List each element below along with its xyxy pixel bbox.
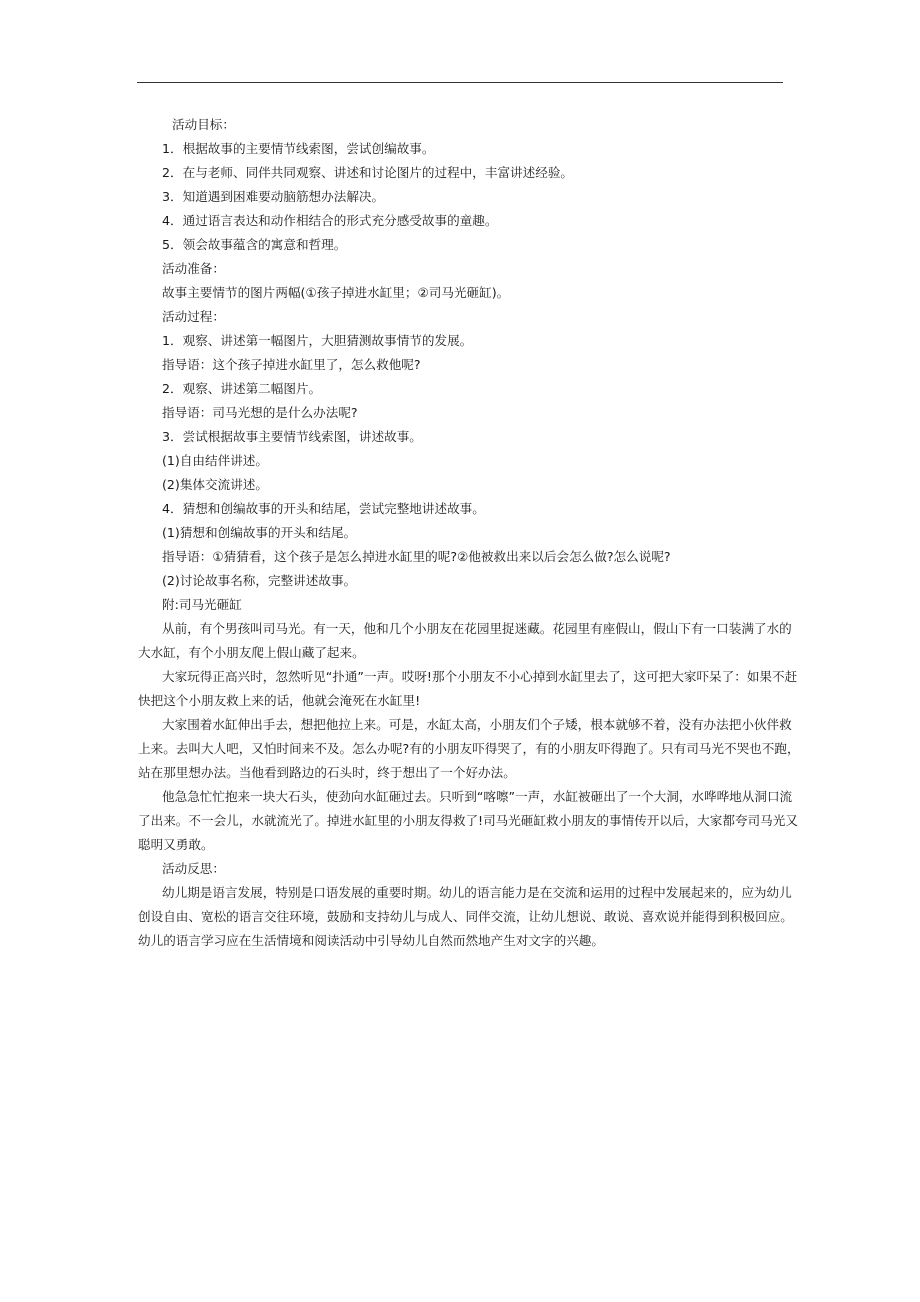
process-item: (2)讨论故事名称，完整讲述故事。 [162, 573, 357, 588]
story-paragraph [138, 617, 792, 665]
story-line: 站在那里想办法。当他看到路边的石头时，终于想出了一个好办法。 [138, 765, 516, 780]
process-item: 3．尝试根据故事主要情节线索图，讲述故事。 [162, 429, 422, 444]
story-line: 他急急忙忙抱来一块大石头，使劲向水缸砸过去。只听到“喀嚓”一声，水缸被砸出了一个大洞，水哗哗地从洞口流 [162, 789, 793, 804]
process-item: 1．观察、讲述第一幅图片，大胆猜测故事情节的发展。 [162, 333, 473, 348]
story-line: 从前，有个男孩叫司马光。有一天，他和几个小朋友在花园里捉迷藏。花园里有座假山，假山下有一口装满了水的 [162, 621, 792, 636]
story-line: 快把这个小朋友救上来的话，他就会淹死在水缸里! [138, 693, 421, 708]
goal-item: 2．在与老师、同伴共同观察、讲述和讨论图片的过程中，丰富讲述经验。 [162, 165, 574, 180]
appendix-title: 附:司马光砸缸 [162, 597, 242, 612]
process-item: (1)自由结伴讲述。 [162, 453, 268, 468]
story-line: 大家围着水缸伸出手去，想把他拉上来。可是，水缸太高，小朋友们个子矮，根本就够不着，没有办法把小伙伴救 [162, 717, 792, 732]
reflection-paragraph [138, 881, 793, 953]
reflection-heading: 活动反思： [162, 861, 225, 876]
goal-item: 5．领会故事蕴含的寓意和哲理。 [162, 237, 347, 252]
document-body [138, 113, 800, 953]
story-line: 大水缸，有个小朋友爬上假山藏了起来。 [138, 645, 365, 660]
process-item: 指导语：①猜猜看，这个孩子是怎么掉进水缸里的呢?②他被救出来以后会怎么做?怎么说呢? [162, 549, 671, 564]
story-paragraph [138, 665, 798, 713]
process-item: 2．观察、讲述第二幅图片。 [162, 381, 322, 396]
process-item: 指导语：这个孩子掉进水缸里了，怎么救他呢? [162, 357, 421, 372]
process-item: 指导语：司马光想的是什么办法呢? [162, 405, 358, 420]
story-paragraph [138, 785, 798, 857]
goals-heading: 活动目标： [172, 117, 235, 132]
story-line: 大家玩得正高兴时，忽然听见“扑通”一声。哎呀!那个小朋友不小心掉到水缸里去了，这可把大家吓呆了：如果不赶 [162, 669, 798, 684]
story-line: 聪明又勇敢。 [138, 837, 214, 852]
goal-item: 4．通过语言表达和动作相结合的形式充分感受故事的童趣。 [162, 213, 498, 228]
story-paragraph [138, 713, 800, 785]
header-rule [137, 82, 783, 83]
process-item: (1)猜想和创编故事的开头和结尾。 [162, 525, 357, 540]
reflection-line: 幼儿的语言学习应在生活情境和阅读活动中引导幼儿自然而然地产生对文字的兴趣。 [138, 933, 604, 948]
process-item: (2)集体交流讲述。 [162, 477, 268, 492]
process-heading: 活动过程： [162, 309, 225, 324]
story-line: 上来。去叫大人吧，又怕时间来不及。怎么办呢?有的小朋友吓得哭了，有的小朋友吓得跑了。只有司马光不哭也不跑， [138, 741, 800, 756]
goal-item: 1．根据故事的主要情节线索图，尝试创编故事。 [162, 141, 435, 156]
story-line: 了出来。不一会儿，水就流光了。掉进水缸里的小朋友得救了!司马光砸缸救小朋友的事情传开以后，大家都夸司马光又 [138, 813, 798, 828]
prep-text: 故事主要情节的图片两幅(①孩子掉进水缸里；②司马光砸缸)。 [162, 285, 510, 300]
goal-item: 3．知道遇到困难要动脑筋想办法解决。 [162, 189, 385, 204]
reflection-line: 幼儿期是语言发展，特别是口语发展的重要时期。幼儿的语言能力是在交流和运用的过程中发展起来的，应为幼儿 [162, 885, 792, 900]
process-item: 4．猜想和创编故事的开头和结尾，尝试完整地讲述故事。 [162, 501, 485, 516]
reflection-line: 创设自由、宽松的语言交往环境，鼓励和支持幼儿与成人、同伴交流，让幼儿想说、敢说、喜欢说并能得到积极回应。 [138, 909, 793, 924]
prep-heading: 活动准备： [162, 261, 225, 276]
